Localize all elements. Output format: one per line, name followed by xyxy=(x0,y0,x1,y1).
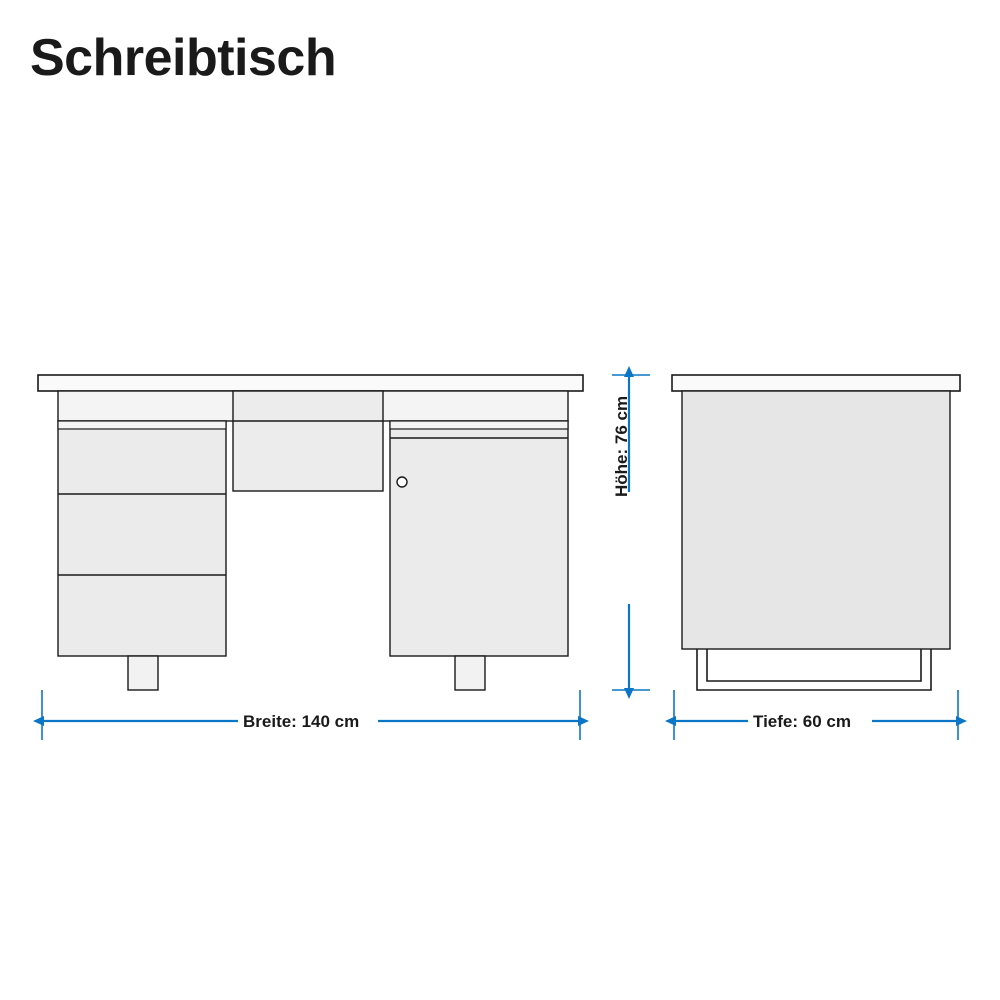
height-label-bg xyxy=(616,492,642,604)
right-pedestal xyxy=(390,421,568,656)
side-body-panel xyxy=(682,391,950,649)
right-foot xyxy=(455,656,485,690)
right-pedestal-rail xyxy=(390,421,568,429)
width-dimension-label: Breite: 140 cm xyxy=(243,712,360,731)
left-pedestal xyxy=(58,421,226,656)
left-foot xyxy=(128,656,158,690)
page-title: Schreibtisch xyxy=(30,29,337,87)
height-dimension-label: Höhe: 76 cm xyxy=(612,395,631,497)
center-panel xyxy=(233,391,383,491)
side-desktop-slab xyxy=(672,375,960,391)
side-skid-outer xyxy=(697,649,931,690)
depth-dimension-label: Tiefe: 60 cm xyxy=(753,712,851,731)
door-knob-icon xyxy=(397,477,407,487)
side-view xyxy=(672,375,960,690)
front-desktop-slab xyxy=(38,375,583,391)
front-view xyxy=(38,375,583,690)
left-pedestal-rail xyxy=(58,421,226,429)
side-skid-inner xyxy=(707,649,921,681)
